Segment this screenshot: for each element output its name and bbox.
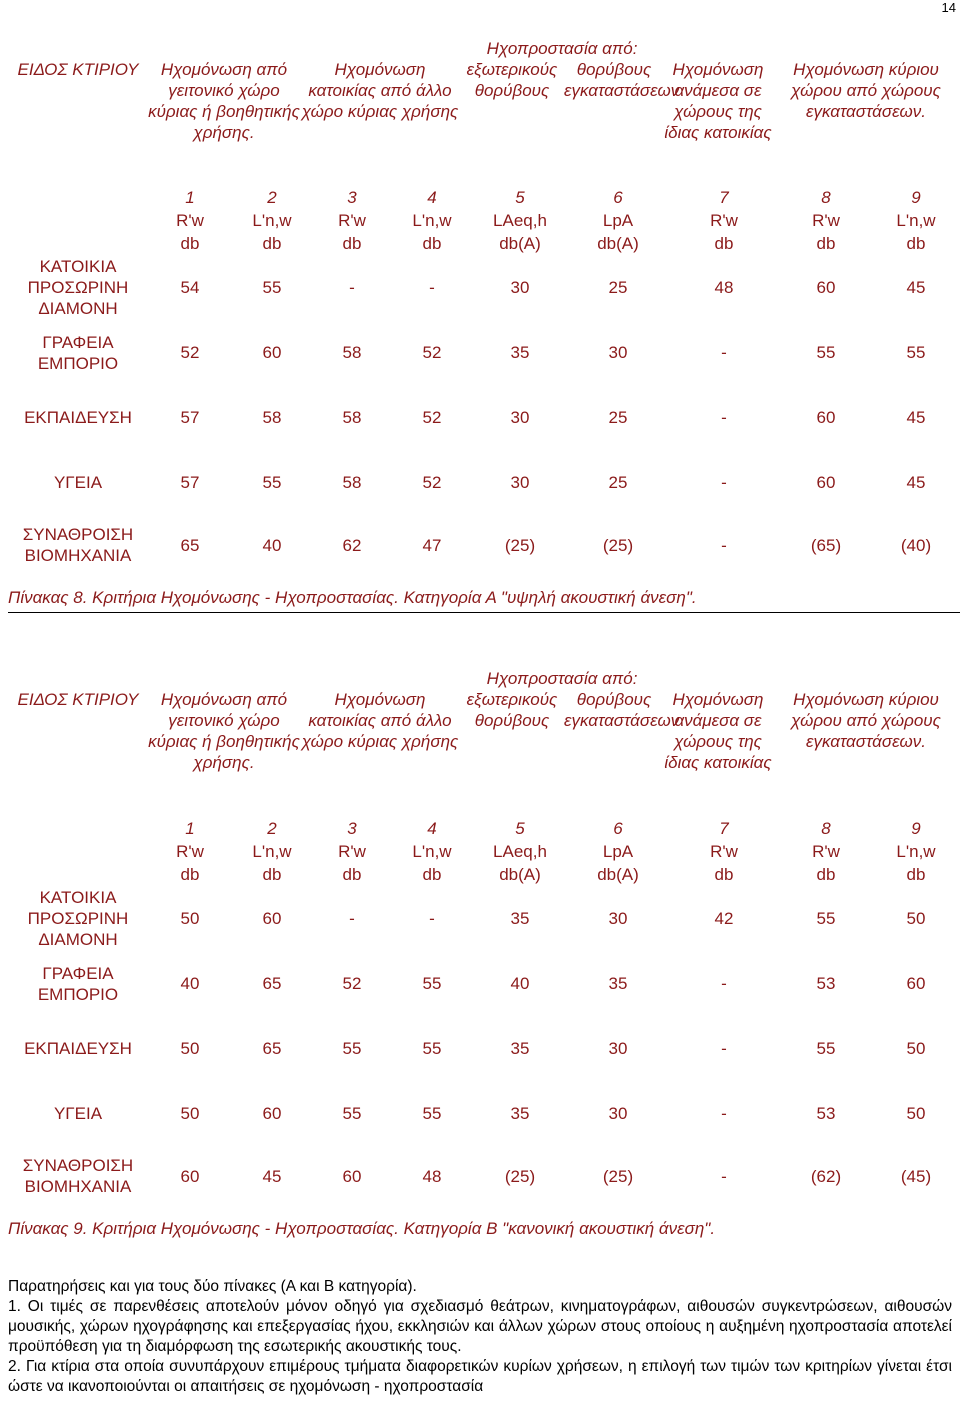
table-cell: 45: [262, 1166, 282, 1186]
header-group-protection: Ηχοπροστασία από:: [486, 39, 638, 58]
table-cell: 57: [180, 408, 200, 427]
table8-grid: [8, 186, 960, 613]
col-unit: db: [906, 865, 926, 884]
note-1: 1. Οι τιμές σε παρενθέσεις αποτελούν μόνον οδηγό για σχεδιασμό θεάτρων, κινηματογράφων, αιθουσών συγκεντρώσεων, αιθουσών μουσικής, χώρων ηχογράφησης και επεξεργασίας ήχου, εκκλησιών και άλλων χώρων στους οποίους η αυξημένη ηχοπροστασία αποτελεί προϋπόθεση για τη διαμόρφωση της εσωτερικής ακουστικής τους.: [8, 1298, 952, 1355]
table-cell: 60: [180, 1166, 200, 1186]
table-cell: 55: [262, 473, 282, 492]
table-cell: 60: [262, 343, 282, 362]
col-number: 7: [719, 819, 729, 838]
page-number: 14: [941, 0, 956, 15]
table-cell: -: [429, 909, 435, 928]
table9-grid: [8, 817, 960, 1239]
col-number: 3: [347, 819, 357, 838]
row-col-units: [8, 863, 960, 886]
table-cell: 53: [816, 974, 836, 993]
col-symbol: L'n,w: [412, 842, 452, 861]
table-cell: -: [721, 535, 727, 555]
col-unit: db: [906, 234, 926, 253]
table-cell: 30: [608, 1039, 628, 1058]
header-building-type: ΕΙΔΟΣ ΚΤΙΡΙΟΥ: [17, 60, 139, 79]
row-label: ΕΚΠΑΙΔΕΥΣΗ: [24, 1039, 132, 1058]
table-cell: 52: [422, 473, 442, 492]
col-symbol: LpA: [602, 211, 634, 230]
table-row: [8, 385, 960, 450]
table-cell: 55: [262, 278, 282, 297]
col-unit: db: [262, 234, 282, 253]
table-cell: 45: [906, 408, 926, 427]
col-number: 1: [185, 819, 195, 838]
table-cell: 65: [262, 1039, 282, 1058]
col-symbol: R'w: [176, 842, 204, 861]
col-unit: db: [422, 234, 442, 253]
table-cell: 25: [608, 278, 628, 297]
table-cell: 55: [906, 343, 926, 362]
table9-caption: Πίνακας 9. Κριτήρια Ηχομόνωσης - Ηχοπροστασίας. Κατηγορία Β "κανονική ακουστική άνεση".: [8, 1219, 716, 1238]
table-cell: 53: [816, 1104, 836, 1123]
table-cell: 50: [180, 1104, 200, 1123]
header-col5: Ηχομόνωση ανάμεσα σε χώρους της ίδιας κατοικίας: [664, 690, 772, 772]
col-unit: db: [342, 865, 362, 884]
table-cell: 45: [906, 278, 926, 297]
col-unit: db: [422, 865, 442, 884]
table-cell: -: [349, 909, 355, 928]
row-col-numbers: [8, 817, 960, 840]
col-unit: db: [714, 234, 734, 253]
table-cell: 55: [816, 1039, 836, 1058]
table-cell: 30: [510, 278, 530, 297]
table-cell: 25: [608, 408, 628, 427]
row-col-numbers: [8, 186, 960, 209]
table-cell: 35: [608, 974, 628, 993]
col-symbol: L'n,w: [252, 211, 292, 230]
criteria-table-8: [8, 38, 960, 185]
table-cell: (45): [900, 1166, 932, 1186]
table-row: [8, 1081, 960, 1146]
table-cell: (25): [504, 1166, 536, 1186]
col-number: 2: [267, 819, 277, 838]
table-cell: 55: [816, 343, 836, 362]
table-cell: 30: [608, 909, 628, 928]
col-symbol: R'w: [710, 842, 738, 861]
col-unit: db: [262, 865, 282, 884]
col-unit: db(A): [597, 865, 639, 884]
col-number: 3: [347, 188, 357, 207]
table-cell: 47: [422, 535, 442, 555]
header-col3: εξωτερικούς θορύβους: [466, 690, 558, 730]
table-cell: 58: [342, 343, 362, 362]
table-row: [8, 450, 960, 515]
table-cell: (62): [810, 1166, 842, 1186]
table-cell: -: [721, 1039, 727, 1058]
col-symbol: R'w: [710, 211, 738, 230]
col-symbol: L'n,w: [896, 211, 936, 230]
table8-values: [8, 186, 960, 575]
table-cell: -: [721, 1166, 727, 1186]
row-label: ΕΚΠΑΙΔΕΥΣΗ: [24, 408, 132, 427]
divider: [8, 612, 960, 613]
col-symbol: R'w: [338, 842, 366, 861]
col-symbol: L'n,w: [896, 842, 936, 861]
col-unit: db(A): [597, 234, 639, 253]
table-cell: 60: [262, 1104, 282, 1123]
table-cell: 40: [180, 974, 200, 993]
header-col4: θορύβους εγκαταστάσεων: [564, 60, 680, 100]
table-row: [8, 515, 960, 575]
col-unit: db(A): [499, 865, 541, 884]
col-unit: db: [816, 234, 836, 253]
header-col3: εξωτερικούς θορύβους: [466, 60, 558, 100]
table-row: [8, 255, 960, 320]
col-unit: db: [180, 234, 200, 253]
table-cell: 58: [342, 473, 362, 492]
table-cell: 54: [180, 278, 200, 297]
col-unit: db: [342, 234, 362, 253]
table-cell: -: [721, 343, 727, 362]
header-col5: Ηχομόνωση ανάμεσα σε χώρους της ίδιας κατοικίας: [664, 60, 772, 142]
col-number: 2: [267, 188, 277, 207]
header-col4: θορύβους εγκαταστάσεων: [564, 690, 680, 730]
header-col2: Ηχομόνωση κατοικίας από άλλο χώρο κύριας χρήσης: [301, 60, 459, 121]
row-col-symbols: [8, 840, 960, 863]
col-number: 6: [613, 188, 623, 207]
table-cell: 52: [422, 408, 442, 427]
col-symbol: R'w: [338, 211, 366, 230]
table-cell: 62: [342, 535, 362, 555]
table-cell: 65: [262, 974, 282, 993]
table-cell: 55: [342, 1039, 362, 1058]
table-cell: 48: [714, 278, 734, 297]
col-unit: db: [180, 865, 200, 884]
table-cell: 60: [816, 278, 836, 297]
table-cell: 52: [342, 974, 362, 993]
header-group-protection: Ηχοπροστασία από:: [486, 669, 638, 688]
table-cell: 52: [180, 343, 200, 362]
header-col6: Ηχομόνωση κύριου χώρου από χώρους εγκαταστάσεων.: [791, 690, 941, 751]
table-cell: 60: [816, 473, 836, 492]
col-symbol: LpA: [602, 842, 634, 861]
table-cell: 55: [342, 1104, 362, 1123]
table-cell: 35: [510, 909, 530, 928]
table-cell: -: [721, 408, 727, 427]
col-symbol: R'w: [812, 211, 840, 230]
col-number: 5: [515, 819, 525, 838]
table-cell: 50: [906, 909, 926, 928]
table-cell: (40): [900, 535, 932, 555]
col-unit: db: [816, 865, 836, 884]
table-cell: 55: [422, 1039, 442, 1058]
table-cell: 50: [180, 909, 200, 928]
table-cell: 40: [262, 535, 282, 555]
criteria-table-9: [8, 668, 960, 815]
col-number: 5: [515, 188, 525, 207]
table-cell: 30: [608, 343, 628, 362]
notes-intro: Παρατηρήσεις και για τους δύο πίνακες (Α και Β κατηγορία).: [8, 1278, 417, 1295]
table-cell: 35: [510, 1104, 530, 1123]
col-unit: db(A): [499, 234, 541, 253]
row-label: ΓΡΑΦΕΙΑ ΕΜΠΟΡΙΟ: [37, 963, 119, 1004]
col-symbol: LAeq,h: [493, 842, 547, 861]
row-label: ΥΓΕΙΑ: [53, 473, 103, 492]
table-cell: (25): [504, 535, 536, 555]
col-symbol: R'w: [812, 842, 840, 861]
row-label: ΣΥΝΑΘΡΟΙΣΗ ΒΙΟΜΗΧΑΝΙΑ: [22, 525, 134, 565]
row-label: ΓΡΑΦΕΙΑ ΕΜΠΟΡΙΟ: [37, 332, 119, 373]
note-2: 2. Για κτίρια στα οποία συνυπάρχουν επιμέρους τμήματα διαφορετικών κυρίων χρήσεων, η επιλογή των τιμών των κριτηρίων γίνεται έτσι ώστε να ικανοποιούνται οι απαιτήσεις σε ηχομόνωση - ηχοπροστασία: [8, 1358, 952, 1395]
table-row: [8, 1016, 960, 1081]
table-cell: (25): [602, 535, 634, 555]
table-cell: 52: [422, 343, 442, 362]
table-cell: 65: [180, 535, 200, 555]
col-number: 8: [821, 188, 831, 207]
table8-block: [8, 38, 960, 185]
header-col1: Ηχομόνωση από γειτονικό χώρο κύριας ή βοηθητικής χρήσης.: [148, 690, 300, 772]
notes-section: [8, 1277, 952, 1397]
col-unit: db: [714, 865, 734, 884]
table-cell: 55: [816, 909, 836, 928]
table-cell: 48: [422, 1166, 442, 1186]
header-building-type: ΕΙΔΟΣ ΚΤΙΡΙΟΥ: [17, 690, 139, 709]
col-symbol: R'w: [176, 211, 204, 230]
header-col2: Ηχομόνωση κατοικίας από άλλο χώρο κύριας χρήσης: [301, 690, 459, 751]
table-cell: 30: [510, 408, 530, 427]
table-row: [8, 1146, 960, 1206]
table-cell: -: [721, 1104, 727, 1123]
row-label: ΥΓΕΙΑ: [53, 1104, 103, 1123]
table-cell: 55: [422, 1104, 442, 1123]
table-row: [8, 886, 960, 951]
col-number: 9: [911, 188, 921, 207]
col-number: 1: [185, 188, 195, 207]
table-row: [8, 951, 960, 1016]
col-symbol: L'n,w: [252, 842, 292, 861]
col-number: 4: [427, 819, 437, 838]
table-cell: 50: [906, 1039, 926, 1058]
table-cell: 60: [262, 909, 282, 928]
row-col-symbols: [8, 209, 960, 232]
table8-caption: Πίνακας 8. Κριτήρια Ηχομόνωσης - Ηχοπροστασίας. Κατηγορία Α "υψηλή ακουστική άνεση".: [8, 588, 697, 607]
row-col-units: [8, 232, 960, 255]
table-cell: 30: [510, 473, 530, 492]
table-cell: 58: [262, 408, 282, 427]
col-number: 8: [821, 819, 831, 838]
row-label: ΚΑΤΟΙΚΙΑ ΠΡΟΣΩΡΙΝΗ ΔΙΑΜΟΝΗ: [27, 257, 129, 318]
header-col6: Ηχομόνωση κύριου χώρου από χώρους εγκαταστάσεων.: [791, 60, 941, 121]
table9-block: [8, 668, 960, 815]
table-cell: 57: [180, 473, 200, 492]
col-number: 7: [719, 188, 729, 207]
table-cell: 40: [510, 974, 530, 993]
table-cell: 35: [510, 343, 530, 362]
col-number: 6: [613, 819, 623, 838]
table-cell: 60: [906, 974, 926, 993]
table-cell: 55: [422, 974, 442, 993]
table-row: [8, 320, 960, 385]
table-cell: 45: [906, 473, 926, 492]
col-number: 4: [427, 188, 437, 207]
table-cell: 30: [608, 1104, 628, 1123]
table-cell: (65): [810, 535, 842, 555]
col-symbol: L'n,w: [412, 211, 452, 230]
table-cell: 42: [714, 909, 734, 928]
header-col1: Ηχομόνωση από γειτονικό χώρο κύριας ή βοηθητικής χρήσης.: [148, 60, 300, 142]
table-cell: 25: [608, 473, 628, 492]
col-number: 9: [911, 819, 921, 838]
table-cell: -: [429, 278, 435, 297]
table-cell: 35: [510, 1039, 530, 1058]
row-label: ΣΥΝΑΘΡΟΙΣΗ ΒΙΟΜΗΧΑΝΙΑ: [22, 1156, 134, 1196]
table-cell: 50: [180, 1039, 200, 1058]
table-cell: -: [721, 974, 727, 993]
table-cell: 58: [342, 408, 362, 427]
col-symbol: LAeq,h: [493, 211, 547, 230]
table-cell: -: [721, 473, 727, 492]
table9-values: [8, 817, 960, 1206]
row-label: ΚΑΤΟΙΚΙΑ ΠΡΟΣΩΡΙΝΗ ΔΙΑΜΟΝΗ: [27, 888, 129, 949]
table-cell: 50: [906, 1104, 926, 1123]
table-cell: -: [349, 278, 355, 297]
table-cell: 60: [342, 1166, 362, 1186]
table-cell: 60: [816, 408, 836, 427]
table-cell: (25): [602, 1166, 634, 1186]
